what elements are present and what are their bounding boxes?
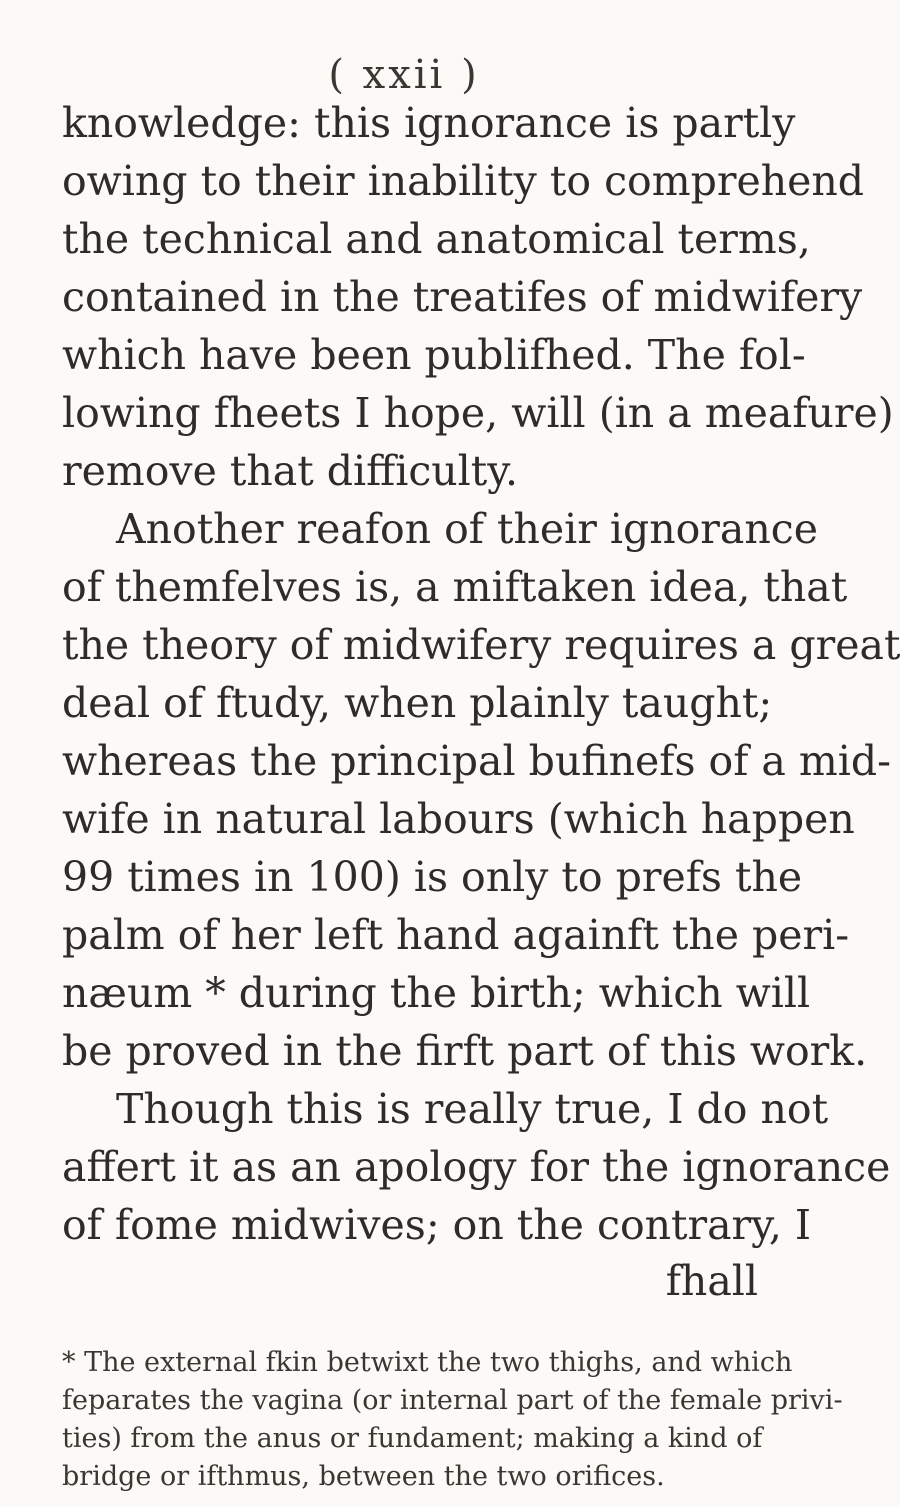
catchword: fhall — [665, 1257, 758, 1305]
footnote-line: bridge or ifthmus, between the two orifices. — [62, 1461, 665, 1492]
text-line: which have been publifhed. The fol- — [62, 331, 806, 379]
text-line: affert it as an apology for the ignorance — [62, 1143, 891, 1191]
footnote-line: feparates the vagina (or internal part of the female privi- — [62, 1385, 843, 1416]
text-line: knowledge: this ignorance is partly — [62, 99, 796, 147]
text-line: næum * during the birth; which will — [62, 969, 811, 1017]
text-line: remove that difficulty. — [62, 447, 519, 495]
text-line: the theory of midwifery requires a great — [62, 621, 900, 669]
text-line: the technical and anatomical terms, — [62, 215, 811, 263]
footnote-line: * The external fkin betwixt the two thighs, and which — [62, 1347, 793, 1378]
text-line: contained in the treatifes of midwifery — [62, 273, 863, 321]
text-line: of themfelves is, a miftaken idea, that — [62, 563, 848, 611]
text-line: be proved in the firft part of this work. — [62, 1027, 868, 1075]
text-line: palm of her left hand againft the peri- — [62, 911, 850, 959]
text-line: Though this is really true, I do not — [116, 1085, 829, 1133]
text-line: whereas the principal bufinefs of a mid- — [62, 737, 891, 785]
text-line: Another reafon of their ignorance — [116, 505, 818, 553]
text-line: deal of ftudy, when plainly taught; — [62, 679, 773, 727]
footnote-line: ties) from the anus or fundament; making a kind of — [62, 1423, 763, 1454]
text-line: lowing fheets I hope, will (in a meafure) — [62, 389, 894, 437]
text-line: of fome midwives; on the contrary, I — [62, 1201, 812, 1249]
text-line: wife in natural labours (which happen — [62, 795, 855, 843]
text-line: 99 times in 100) is only to prefs the — [62, 853, 803, 901]
text-line: owing to their inability to comprehend — [62, 157, 865, 205]
page-number: ( xxii ) — [328, 52, 480, 98]
